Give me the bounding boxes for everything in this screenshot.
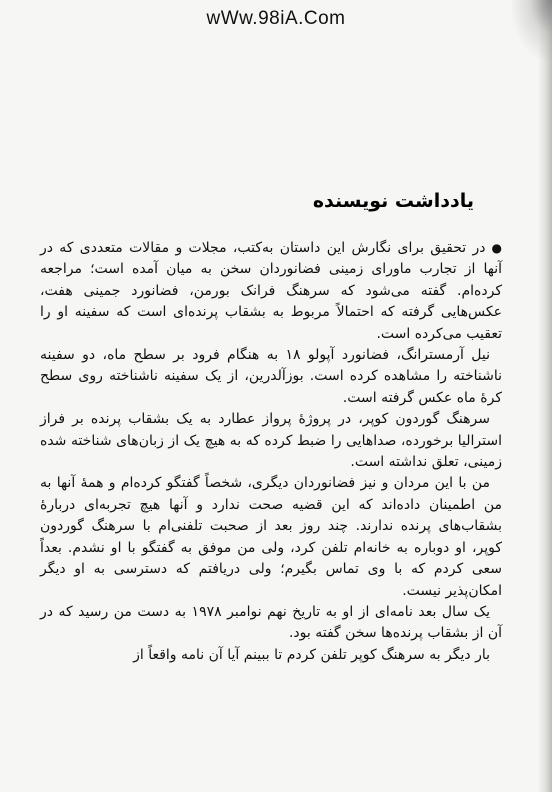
paragraph: من با این مردان و نیز فضانوردان دیگری، شخصاً گفتگو کرده‌ام و همهٔ آنها به من اطمینان داده‌اند که این قضیه صحت ندارد و آنها هیچ تجربه‌ای دربارهٔ بشقاب‌های پرنده ندارند. چند روز بعد از صحبت تلفنی‌ام با سرهنگ گوردون کوپر، او دوباره به خانه‌ام تلفن کرد، ولی من موفق به گفتگو با او نشدم. بعداً سعی کردم که با وی تماس بگیرم؛ ولی دریافتم که دسترسی به او دیگر امکان‌پذیر نیست. <box>40 475 502 599</box>
paragraph: بار دیگر به سرهنگ کوپر تلفن کردم تا ببینم آیا آن نامه واقعاً از <box>133 646 490 663</box>
paragraph: نیل آرمسترانگ، فضانورد آپولو ۱۸ به هنگام فرود بر سطح ماه، دو سفینه ناشناخته را مشاهده کرده است. بوزآلدرین، از یک سفینه ناشناخته روی سطح کرهٔ ماه عکس گرفته است. <box>40 347 502 406</box>
site-watermark: wWw.98iA.Com <box>206 8 346 29</box>
bullet-icon: ● <box>491 241 502 255</box>
page-title: یادداشت نویسنده <box>312 190 474 212</box>
paragraph-text: در تحقیق برای نگارش این داستان به‌کتب، مجلات و مقالات متعددی که در آنها از تجارب ماورای زمینی فضانوردان سخن به میان آمده است؛ مراجعه کرده‌ام. گفته می‌شود که سرهنگ فرانک بورمن، فضانورد جمینی هفت، عکس‌هایی گرفته که احتمالاً مربوط به بشقاب پرنده‌ای است که سفینه او را تعقیب می‌کرده است. <box>40 240 502 342</box>
paragraph: سرهنگ گوردون کوپر، در پروژهٔ پرواز عطارد به یک بشقاب پرنده بر فراز استرالیا برخورده، صداهایی را ضبط کرده که به هیچ یک از زبان‌های شناخته شده زمینی، تعلق نداشته است. <box>40 411 502 471</box>
paragraph <box>40 238 502 345</box>
body-text <box>40 238 502 666</box>
paragraph: یک سال بعد نامه‌ای از او به تاریخ نهم نوامبر ۱۹۷۸ به دست من رسید که در آن از بشقاب پرنده‌ها سخن گفته بود. <box>40 603 502 642</box>
scan-shadow-edge <box>538 0 552 792</box>
